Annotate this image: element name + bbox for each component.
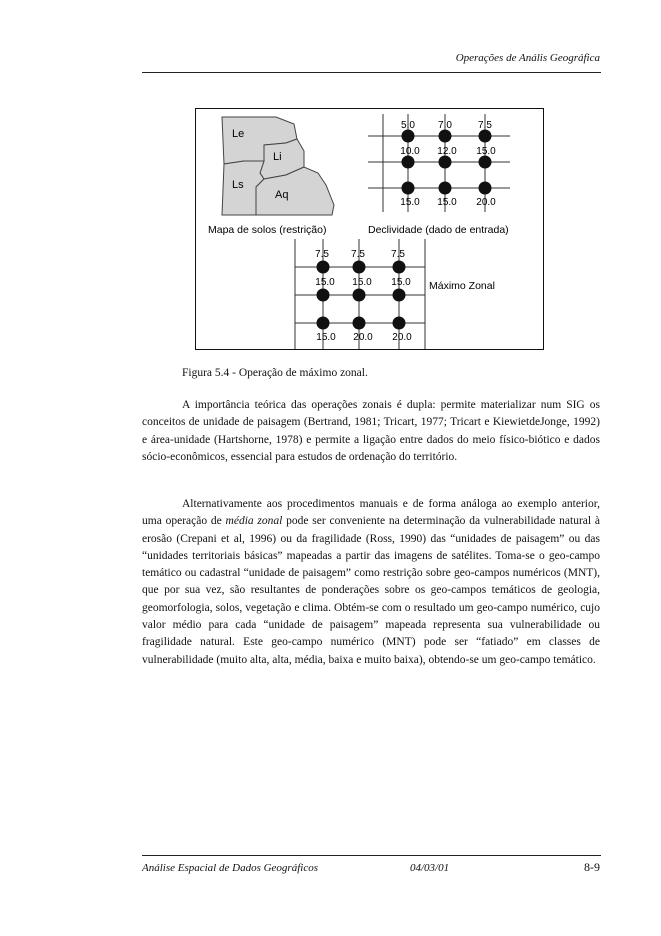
zonal-grid-caption: Máximo Zonal — [429, 280, 495, 292]
zonal-value: 15.0 — [391, 277, 411, 288]
zonal-value: 15.0 — [315, 277, 335, 288]
footer-book-title: Análise Espacial de Dados Geográficos — [142, 862, 318, 874]
zonal-value: 15.0 — [316, 332, 336, 343]
zonal-value: 7.5 — [391, 249, 405, 260]
slope-value: 12.0 — [437, 146, 457, 157]
paragraph-text: A importância teórica das operações zonais é dupla: permite materializar num SIG os conceitos de unidade de paisagem (Bertrand, 1981; Tricart, 1977; Tricart e KiewietdeJonge, 1992) e área-unidade (Hartshorne, 1978) e permite a ligação entre dados do meio físico-biótico e dados sócio-econômicos, essencial para estudos de ordenação do território. — [142, 399, 600, 463]
body-paragraph — [142, 397, 600, 466]
figure-caption: Figura 5.4 - Operação de máximo zonal. — [182, 367, 368, 379]
soil-label-li: Li — [273, 151, 282, 163]
slope-grid-caption: Declividade (dado de entrada) — [368, 224, 509, 236]
zonal-value: 7.5 — [315, 249, 329, 260]
page-number: 8-9 — [584, 860, 600, 874]
slope-value: 20.0 — [476, 197, 496, 208]
header-rule — [142, 72, 601, 73]
paragraph-text: pode ser conveniente na determinação da vulnerabilidade natural à erosão (Crepani et al, 1996) ou da fragilidade (Ross, 1990) das “unidades de paisagem” ou das “unidades territoriais básicas” mapeadas a partir das imagens de satélites. Toma-se o geo-campo temático ou cadastral “unidade de paisagem” como restrição sobre geo-campos numéricos (MNT), que por sua vez, são resultantes de ponderações sobre os geo-campos temáticos de geologia, geomorfologia, solos, vegetação e clima. Obtém-se com o resultado um geo-campo numérico, cujo valor médio para cada “unidade de paisagem” mapeada representa sua vulnerabilidade ou fragilidade natural. Este geo-campo numérico (MNT) pode ser “fatiado” em classes de vulnerabilidade (muito alta, alta, média, baixa e muito baixa), obtendo-se um geo-campo temático. — [142, 515, 601, 666]
footer-rule — [142, 855, 601, 856]
figure-zonal-maximum — [195, 108, 544, 350]
slope-value: 7.0 — [438, 120, 452, 131]
running-head: Operações de Anális Geográfica — [455, 52, 600, 64]
slope-value: 10.0 — [400, 146, 420, 157]
figure-drawing — [196, 109, 545, 351]
zonal-value: 15.0 — [352, 277, 372, 288]
zonal-value: 7.5 — [351, 249, 365, 260]
zonal-value: 20.0 — [392, 332, 412, 343]
soil-label-ls: Ls — [232, 179, 244, 191]
paragraph-text: Alternativamente aos procedimentos manuais e de forma análoga ao exemplo anterior, uma operação de — [142, 498, 600, 528]
zonal-value: 20.0 — [353, 332, 373, 343]
slope-value: 7.5 — [478, 120, 492, 131]
soil-label-aq: Aq — [275, 189, 289, 201]
slope-value: 15.0 — [400, 197, 420, 208]
emphasis-term: média zonal — [225, 515, 283, 528]
body-paragraph — [142, 496, 600, 669]
slope-value: 15.0 — [437, 197, 457, 208]
slope-value: 5.0 — [401, 120, 415, 131]
footer-date: 04/03/01 — [410, 862, 450, 874]
soil-label-le: Le — [232, 128, 245, 140]
soil-map-caption: Mapa de solos (restrição) — [208, 224, 327, 236]
slope-value: 15.0 — [476, 146, 496, 157]
